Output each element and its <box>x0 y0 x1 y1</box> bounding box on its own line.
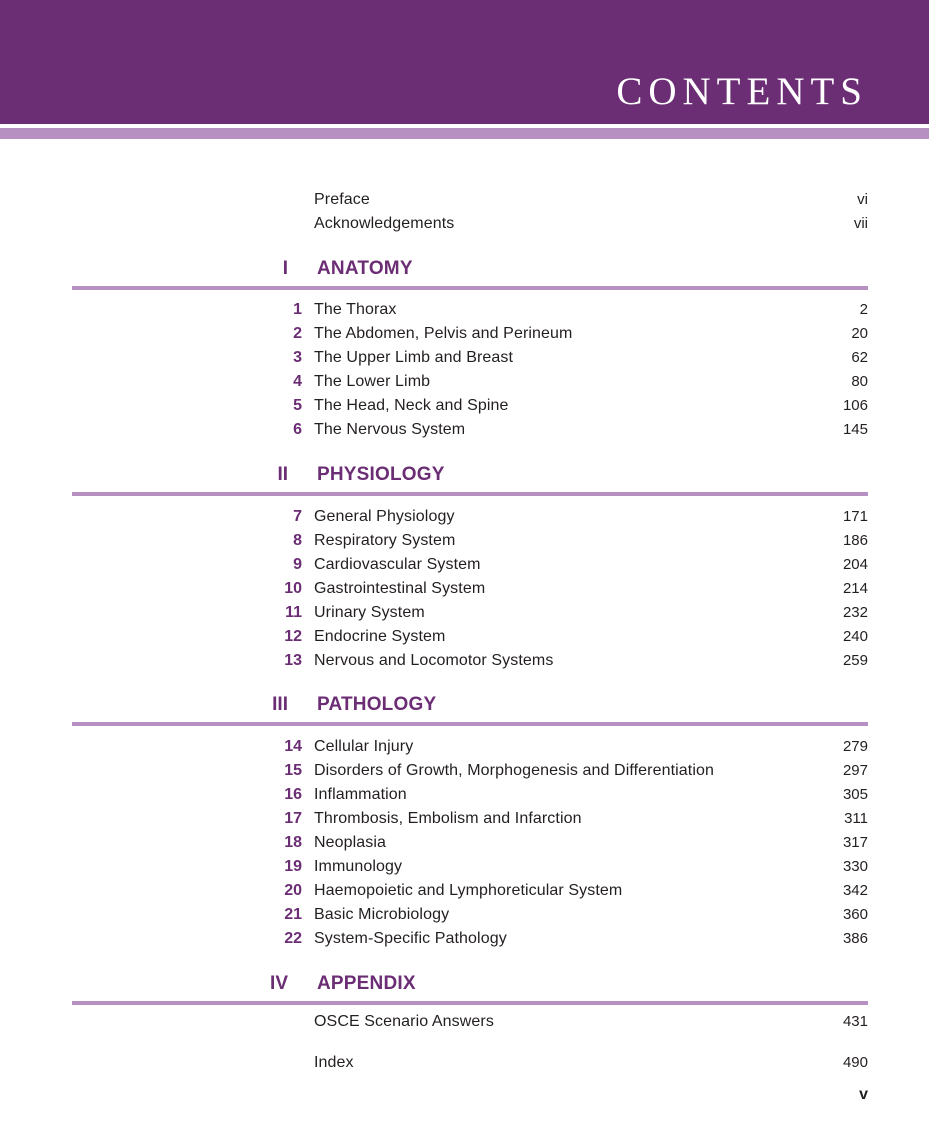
section-heading-appendix <box>0 972 929 1008</box>
entry-title: Thrombosis, Embolism and Infarction <box>314 810 582 827</box>
toc-entry-chapter[interactable] <box>0 736 929 758</box>
entry-title: Acknowledgements <box>314 215 455 232</box>
entry-title: Respiratory System <box>314 532 456 549</box>
chapter-number: 17 <box>284 810 302 827</box>
entry-page: 171 <box>842 508 868 525</box>
entry-page: 297 <box>842 762 868 779</box>
entry-page: 360 <box>842 906 868 923</box>
section-heading-anatomy <box>0 257 929 293</box>
entry-title: Disorders of Growth, Morphogenesis and Differentiation <box>314 762 714 779</box>
entry-page: 317 <box>842 834 868 851</box>
chapter-number: 7 <box>293 508 302 525</box>
entry-page: 204 <box>842 556 868 573</box>
entry-title: Urinary System <box>314 604 425 621</box>
header-stripe <box>0 128 929 139</box>
toc-entry-preface[interactable] <box>0 189 929 211</box>
header-banner <box>0 0 929 124</box>
section-numeral: I <box>282 258 288 279</box>
entry-page: 490 <box>842 1054 868 1071</box>
entry-page: 106 <box>842 397 868 414</box>
entry-title: The Head, Neck and Spine <box>314 397 509 414</box>
entry-page: 431 <box>842 1013 868 1030</box>
entry-page: 186 <box>842 532 868 549</box>
chapter-number: 14 <box>284 738 302 755</box>
toc-entry-chapter[interactable] <box>0 530 929 552</box>
entry-title: The Abdomen, Pelvis and Perineum <box>314 325 573 342</box>
entry-title: The Lower Limb <box>314 373 431 390</box>
chapter-number: 2 <box>293 325 302 342</box>
entry-title: Index <box>314 1054 354 1071</box>
entry-title: Basic Microbiology <box>314 906 450 923</box>
chapter-number: 22 <box>284 930 302 947</box>
chapter-number: 18 <box>284 834 302 851</box>
section-heading-physiology <box>0 463 929 499</box>
toc-entry-chapter[interactable] <box>0 650 929 672</box>
section-title: PHYSIOLOGY <box>317 464 445 485</box>
entry-page: 240 <box>842 628 868 645</box>
entry-title: Inflammation <box>314 786 407 803</box>
entry-title: Gastrointestinal System <box>314 580 486 597</box>
entry-page: 145 <box>842 421 868 438</box>
section-title: ANATOMY <box>317 258 413 279</box>
chapter-number: 16 <box>284 786 302 803</box>
chapter-number: 9 <box>293 556 302 573</box>
toc-entry-chapter[interactable] <box>0 506 929 528</box>
entry-title: The Nervous System <box>314 421 466 438</box>
entry-page: 305 <box>842 786 868 803</box>
toc-entry-chapter[interactable] <box>0 760 929 782</box>
toc-entry-chapter[interactable] <box>0 554 929 576</box>
entry-title: The Upper Limb and Breast <box>314 349 514 366</box>
toc-entry-chapter[interactable] <box>0 419 929 441</box>
section-numeral: IV <box>270 973 288 994</box>
entry-page: 386 <box>842 930 868 947</box>
toc-entry-chapter[interactable] <box>0 347 929 369</box>
entry-title: Haemopoietic and Lymphoreticular System <box>314 882 623 899</box>
chapter-number: 11 <box>285 604 302 621</box>
page-number: v <box>859 1086 868 1103</box>
section-numeral: II <box>277 464 288 485</box>
toc-entry-chapter[interactable] <box>0 784 929 806</box>
chapter-number: 3 <box>293 349 302 366</box>
toc-entry-acknowledgements[interactable] <box>0 213 929 235</box>
toc-entry-chapter[interactable] <box>0 299 929 321</box>
entry-page: 311 <box>844 810 868 827</box>
entry-title: The Thorax <box>314 301 397 318</box>
entry-page: 2 <box>859 301 868 318</box>
entry-title: OSCE Scenario Answers <box>314 1013 494 1030</box>
entry-page: 279 <box>842 738 868 755</box>
toc-entry-chapter[interactable] <box>0 928 929 950</box>
entry-page: 214 <box>842 580 868 597</box>
entry-title: System-Specific Pathology <box>314 930 507 947</box>
entry-page: 259 <box>842 652 868 669</box>
toc-entry-osce-answers[interactable] <box>0 1011 929 1033</box>
entry-page: vi <box>857 191 868 208</box>
toc-entry-chapter[interactable] <box>0 808 929 830</box>
section-rule <box>72 722 868 726</box>
toc-entry-chapter[interactable] <box>0 904 929 926</box>
chapter-number: 5 <box>293 397 302 414</box>
toc-entry-index[interactable] <box>0 1052 929 1074</box>
entry-page: 80 <box>851 373 868 390</box>
chapter-number: 1 <box>293 301 302 318</box>
toc-entry-chapter[interactable] <box>0 602 929 624</box>
entry-title: Nervous and Locomotor Systems <box>314 652 554 669</box>
entry-page: vii <box>853 215 868 232</box>
entry-title: Neoplasia <box>314 834 387 851</box>
entry-page: 62 <box>851 349 868 366</box>
chapter-number: 19 <box>284 858 302 875</box>
entry-page: 342 <box>842 882 868 899</box>
chapter-number: 4 <box>293 373 302 390</box>
chapter-number: 13 <box>284 652 302 669</box>
chapter-number: 10 <box>284 580 302 597</box>
entry-page: 330 <box>842 858 868 875</box>
toc-entry-chapter[interactable] <box>0 578 929 600</box>
chapter-number: 12 <box>284 628 302 645</box>
entry-title: Endocrine System <box>314 628 446 645</box>
toc-entry-chapter[interactable] <box>0 856 929 878</box>
section-rule <box>72 492 868 496</box>
section-title: PATHOLOGY <box>317 694 437 715</box>
chapter-number: 6 <box>293 421 302 438</box>
entry-title: Immunology <box>314 858 403 875</box>
chapter-number: 20 <box>284 882 302 899</box>
entry-page: 20 <box>851 325 868 342</box>
entry-title: Cellular Injury <box>314 738 414 755</box>
section-numeral: III <box>272 694 288 715</box>
entry-title: Preface <box>314 191 370 208</box>
entry-title: General Physiology <box>314 508 455 525</box>
section-title: APPENDIX <box>317 973 416 994</box>
chapter-number: 8 <box>293 532 302 549</box>
section-rule <box>72 286 868 290</box>
chapter-number: 21 <box>284 906 302 923</box>
toc-entry-chapter[interactable] <box>0 371 929 393</box>
section-rule <box>72 1001 868 1005</box>
toc-entry-chapter[interactable] <box>0 626 929 648</box>
toc-entry-chapter[interactable] <box>0 832 929 854</box>
toc-entry-chapter[interactable] <box>0 323 929 345</box>
toc-entry-chapter[interactable] <box>0 880 929 902</box>
entry-page: 232 <box>842 604 868 621</box>
chapter-number: 15 <box>284 762 302 779</box>
section-heading-pathology <box>0 693 929 729</box>
page-title: CONTENTS <box>616 70 868 113</box>
toc-entry-chapter[interactable] <box>0 395 929 417</box>
entry-title: Cardiovascular System <box>314 556 481 573</box>
